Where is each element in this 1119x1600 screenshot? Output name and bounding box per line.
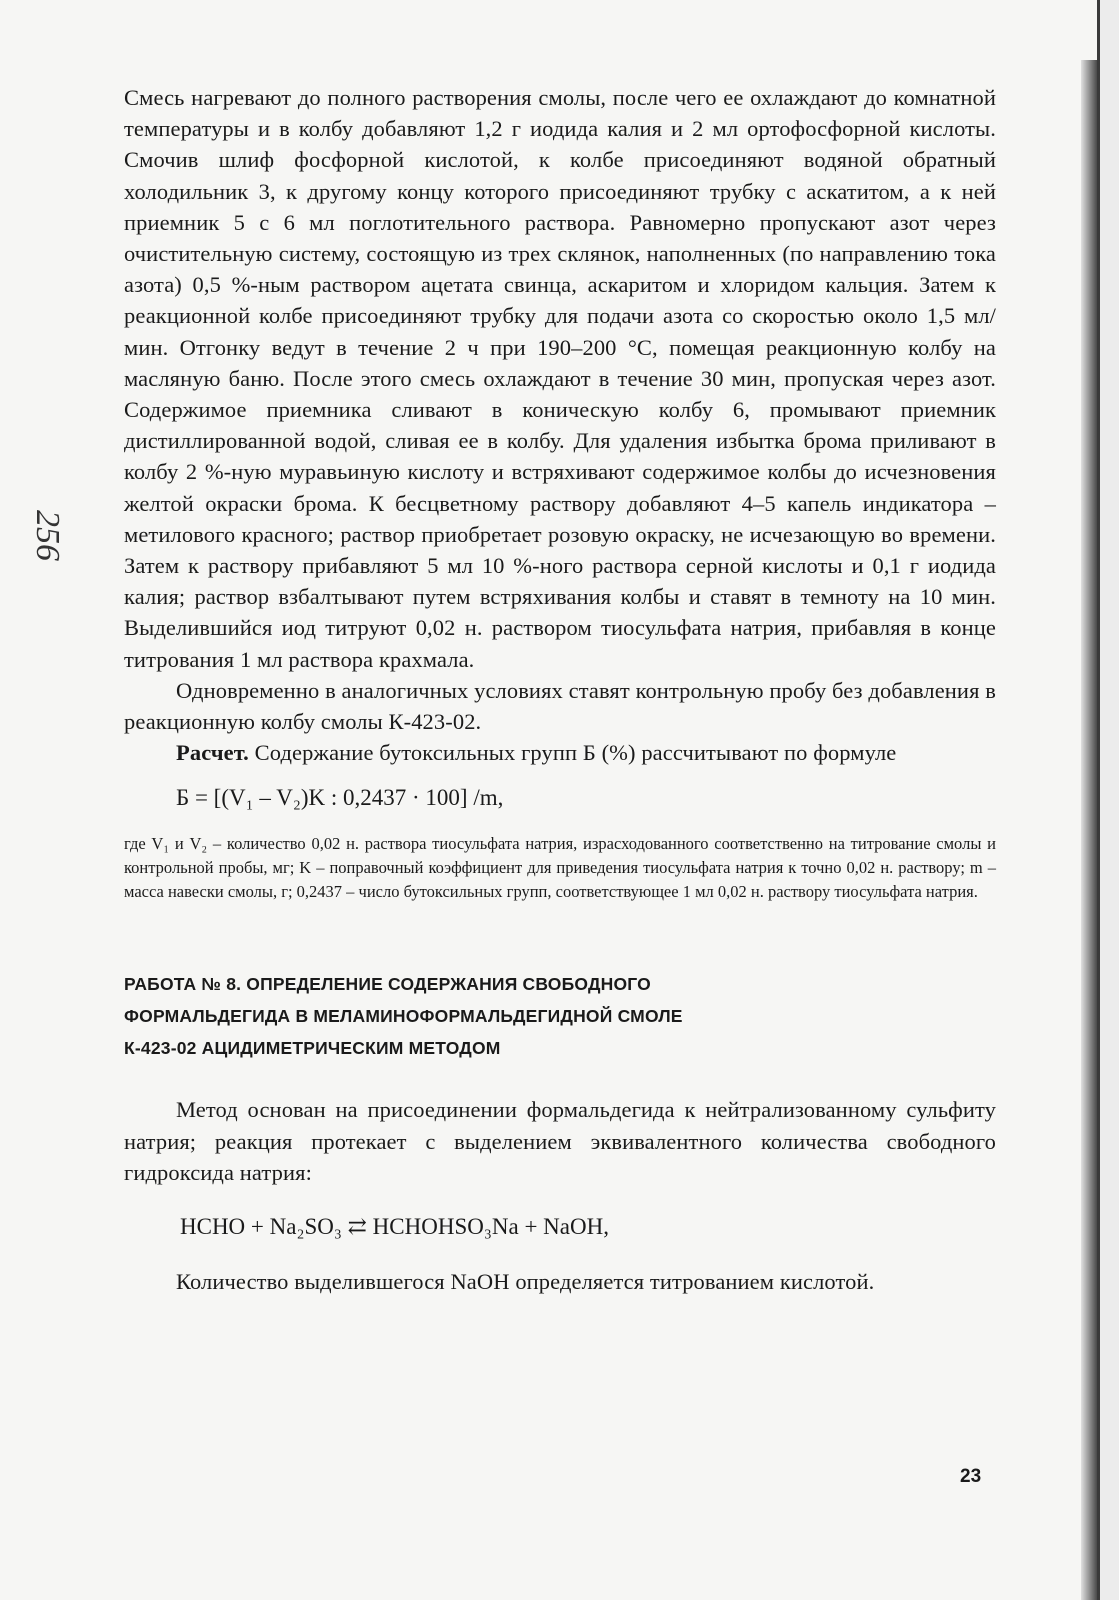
page-content xyxy=(124,82,996,1297)
paragraph-calculation xyxy=(124,737,996,768)
calc-label: Расчет. xyxy=(176,740,249,766)
paragraph-titration: Количество выделившегося NaOH определяется титрованием кислотой. xyxy=(176,1269,875,1295)
paragraph-control-sample: Одновременно в аналогичных условиях ставят контрольную пробу без добавления в реакционную колбу смолы К-423-02. xyxy=(124,677,996,735)
heading-line-3: К-423-02 АЦИДИМЕТРИЧЕСКИМ МЕТОДОМ xyxy=(124,1038,501,1059)
reaction-equation: HCHO + Na₂SO₃ ⇄ HCHOHSO₃Na + NaOH, xyxy=(180,1214,609,1240)
calc-text: Содержание бутоксильных групп Б (%) рассчитывают по формуле xyxy=(248,740,897,766)
formula-legend: где V₁ и V₂ – количество 0,02 н. раствора тиосульфата натрия, израсходованного соответственно на титрование смолы и контрольной пробы, мг; K – поправочный коэффициент для приведения тиосульфата натрия к точно 0,02 н. раствору; m – масса навески смолы, г; 0,2437 – число бутоксильных групп, соответствующее 1 мл 0,02 н. раствору тиосульфата натрия. xyxy=(124,834,996,902)
formula: Б = [(V₁ – V₂)K : 0,2437 · 100] /m, xyxy=(176,785,504,811)
page-number: 23 xyxy=(960,1466,982,1487)
margin-handwritten-note: 256 xyxy=(29,510,66,561)
heading-line-2: ФОРМАЛЬДЕГИДА В МЕЛАМИНОФОРМАЛЬДЕГИДНОЙ СМОЛЕ xyxy=(124,1006,683,1027)
paragraph-method: Метод основан на присоединении формальдегида к нейтрализованному сульфиту натрия; реакция протекает с выделением эквивалентного количества свободного гидроксида натрия: xyxy=(124,1097,996,1185)
paragraph-procedure: Смесь нагревают до полного растворения смолы, после чего ее охлаждают до комнатной температуры и в колбу добавляют 1,2 г иодида калия и 2 мл ортофосфорной кислоты. Смочив шлиф фосфорной кислотой, к колбе присоединяют водяной обратный холодильник 3, к другому концу которого присоединяют трубку с аскатитом, а к ней приемник 5 с 6 мл поглотительного раствора. Равномерно пропускают азот через очистительную систему, состоящую из трех склянок, наполненных (по направлению тока азота) 0,5 %-ным раствором ацетата свинца, аскаритом и хлоридом кальция. Затем к реакционной колбе присоединяют трубку для подачи азота со скоростью около 1,5 мл/мин. Отгонку ведут в течение 2 ч при 190–200 °С, помещая реакционную колбу на масляную баню. После этого смесь охлаждают в течение 30 мин, пропуская через азот. Содержимое приемника сливают в коническую колбу 6, промывают приемник дистиллированной водой, сливая ее в колбу. Для удаления избытка брома приливают в колбу 2 %-ную муравьиную кислоту и встряхивают содержимое колбы до исчезновения желтой окраски брома. К бесцветному раствору добавляют 4–5 капель индикатора – метилового красного; раствор приобретает розовую окраску, не исчезающую во времени. Затем к раствору прибавляют 5 мл 10 %-ного раствора серной кислоты и 0,1 г иодида калия; раствор взбалтывают путем встряхивания колбы и ставят в темноту на 10 мин. Выделившийся иод титруют 0,02 н. раствором тиосульфата натрия, прибавляя в конце титрования 1 мл раствора крахмала. xyxy=(124,85,996,672)
page-edge xyxy=(1081,60,1097,1600)
section-heading xyxy=(124,968,996,1064)
heading-line-1: РАБОТА № 8. ОПРЕДЕЛЕНИЕ СОДЕРЖАНИЯ СВОБОДНОГО xyxy=(124,974,651,995)
